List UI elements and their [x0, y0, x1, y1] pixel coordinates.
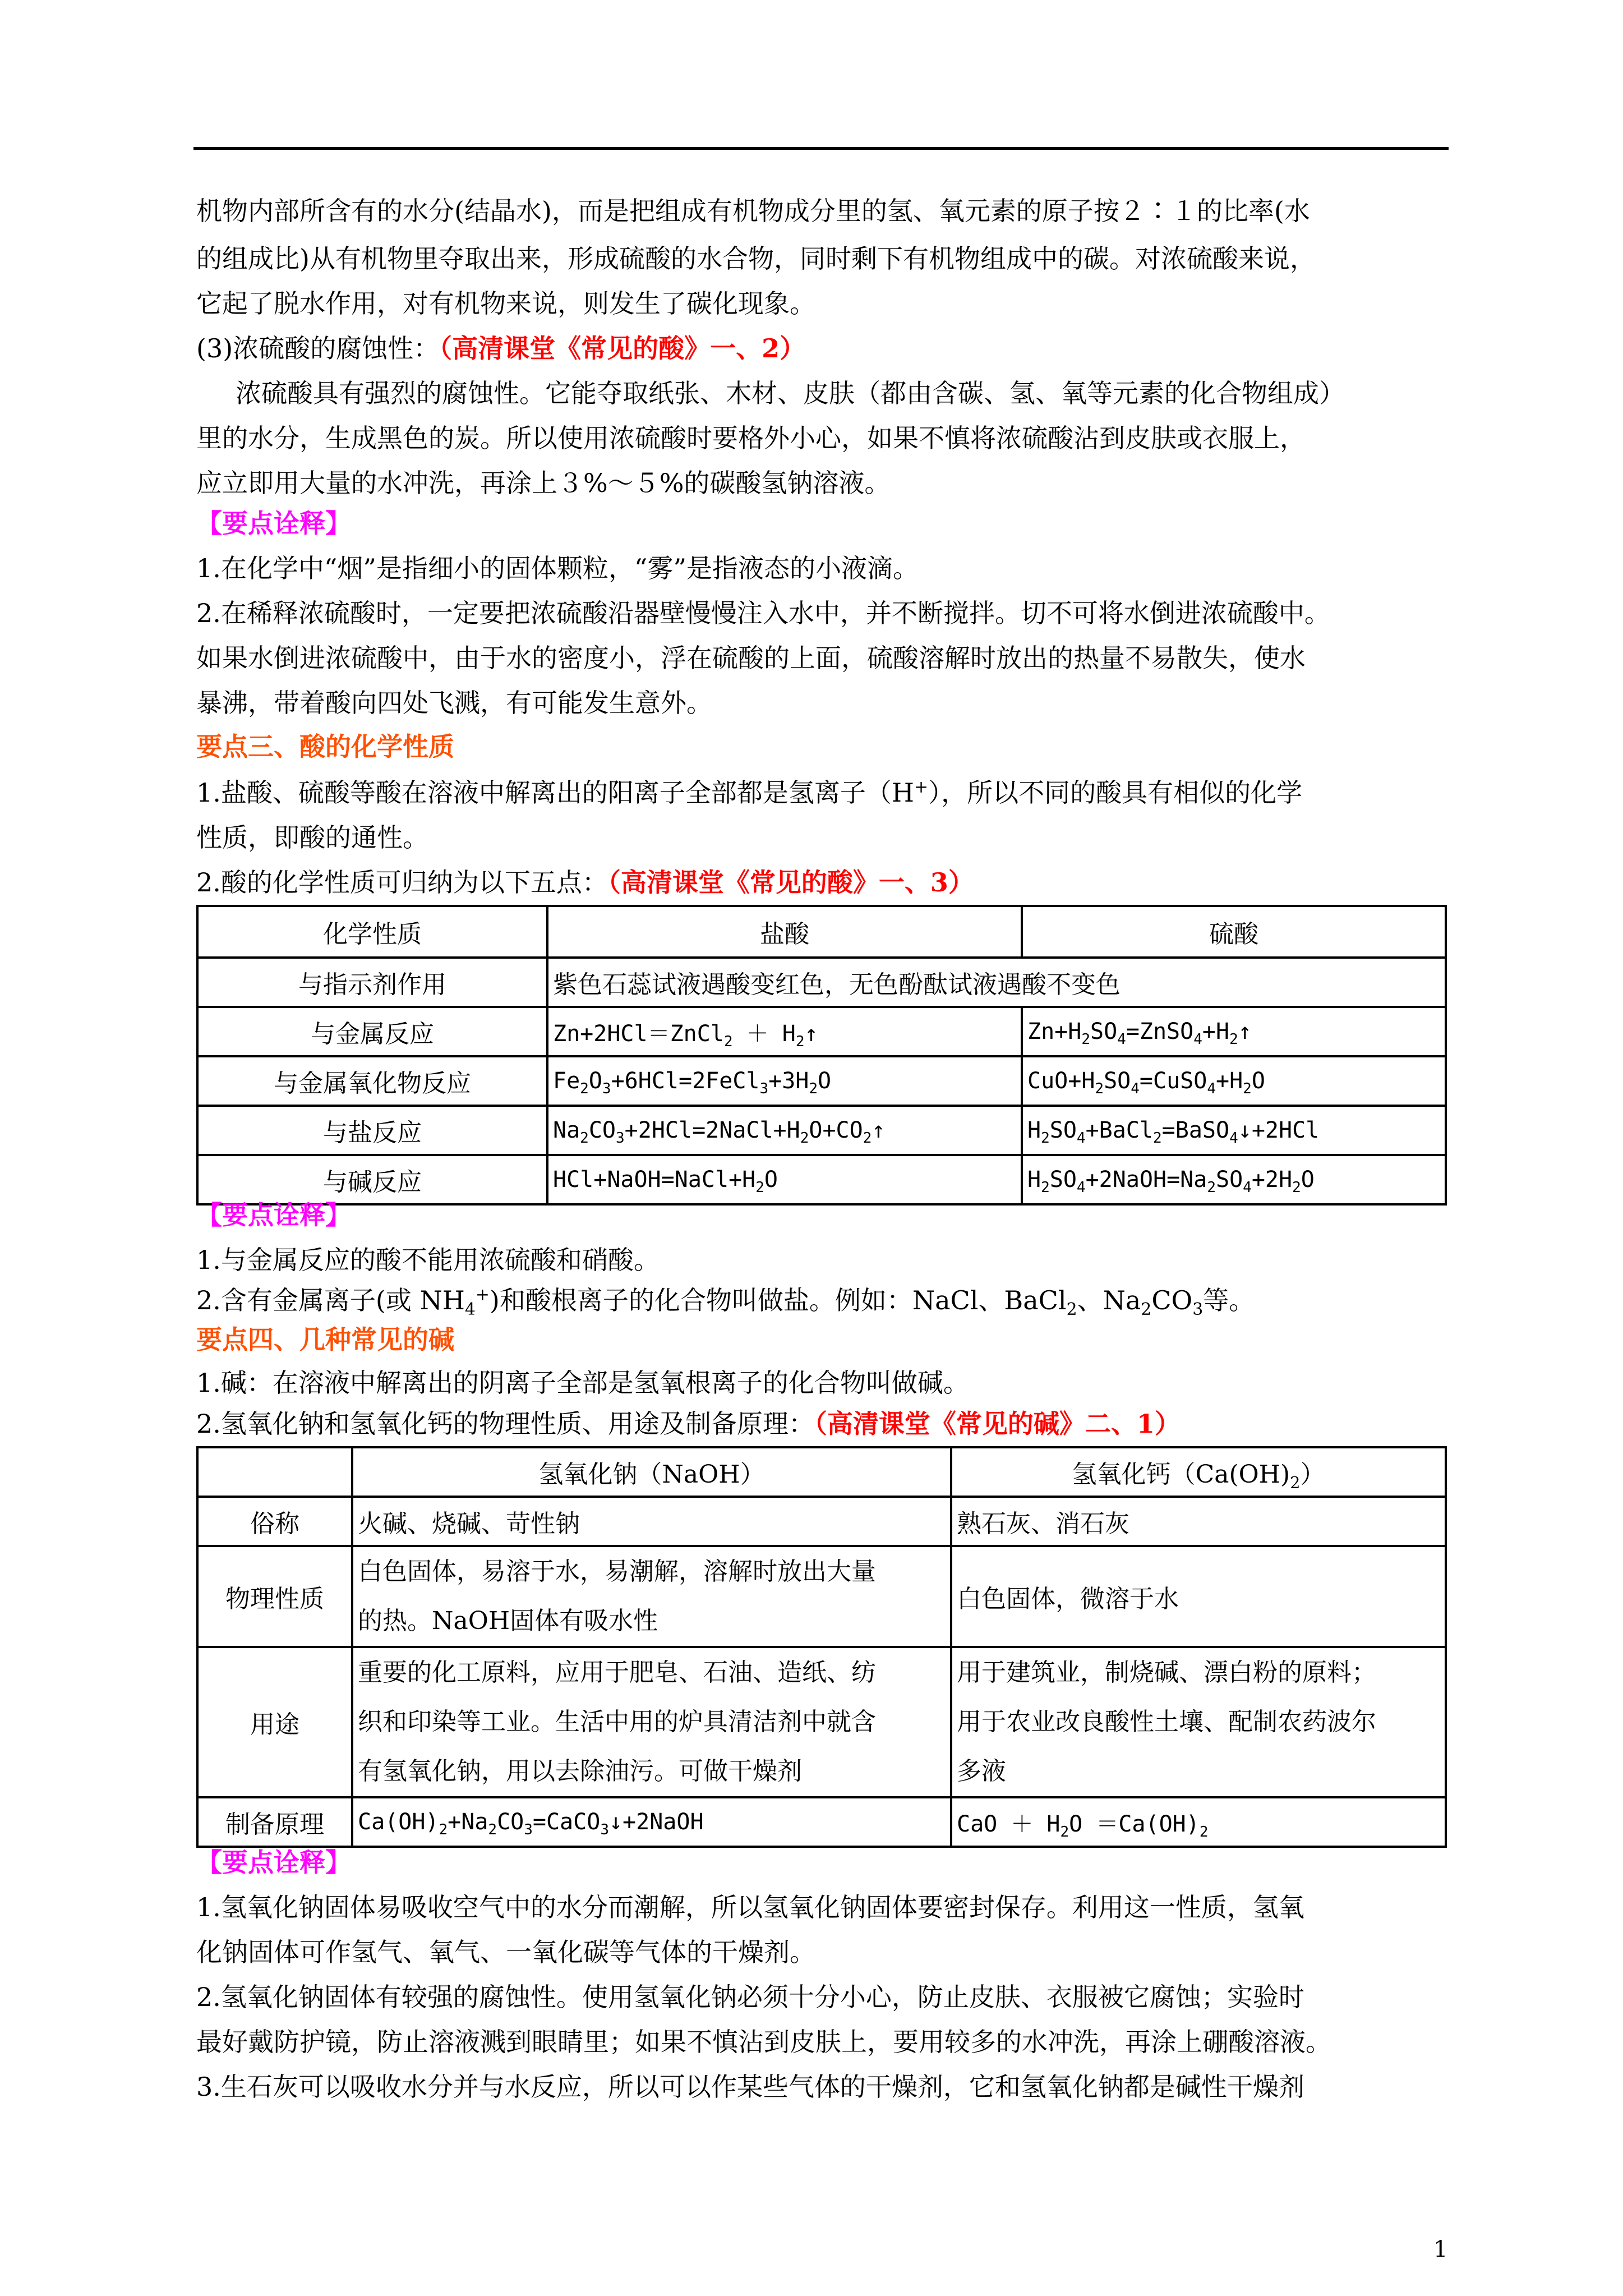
note-line: 暴沸，带着酸向四处飞溅，有可能发生意外。 — [196, 688, 712, 718]
table-cell: 白色固体，微溶于水 — [951, 1546, 1446, 1647]
table-row — [197, 1056, 1446, 1106]
key-note-heading: 【要点诠释】 — [196, 1847, 351, 1878]
equation-cell: $Fe_2O_3+6HCl=2FeCl_3+3H_2O$ — [547, 1056, 1022, 1106]
equation-cell: $Na_2CO_3+2HCl=2NaCl+H_2O+CO_2↑$ — [547, 1106, 1022, 1155]
note-line: 1.在化学中“烟”是指细小的固体颗粒，“雾”是指液态的小液滴。 — [196, 553, 919, 583]
table-corner — [197, 1447, 352, 1497]
equation-cell: $H_2SO_4+2NaOH=Na_2SO_4+2H_2O$ — [1022, 1155, 1446, 1204]
table-cell: 熟石灰、消石灰 — [951, 1497, 1446, 1546]
para-line: 它起了脱水作用，对有机物来说，则发生了碳化现象。 — [196, 288, 815, 319]
table-header: 硫酸 — [1022, 906, 1446, 958]
para-line: 1.盐酸、硫酸等酸在溶液中解离出的阳离子全部都是氢离子（H+），所以不同的酸具有相似的化学 — [196, 777, 1303, 808]
table-header: 化学性质 — [197, 906, 547, 958]
table-cell: 白色固体，易溶于水，易潮解，溶解时放出大量 的热。NaOH固体有吸水性 — [352, 1546, 951, 1647]
note-line: 1.氢氧化钠固体易吸收空气中的水分而潮解，所以氢氧化钠固体要密封保存。利用这一性质，氢氧 — [196, 1892, 1304, 1922]
equation-cell: $CuO+H_2SO_4=CuSO_4+H_2O$ — [1022, 1056, 1446, 1106]
row-label: 与盐反应 — [197, 1106, 547, 1155]
note-line: 如果水倒进浓硫酸中，由于水的密度小，浮在硫酸的上面，硫酸溶解时放出的热量不易散失，使水 — [196, 643, 1306, 673]
row-label: 与指示剂作用 — [197, 958, 547, 1007]
table-cell: 重要的化工原料，应用于肥皂、石油、造纸、纺 织和印染等工业。生活中用的炉具清洁剂中就含 有氢氧化钠，用以去除油污。可做干燥剂 — [352, 1647, 951, 1797]
table-row — [197, 1546, 1446, 1647]
para-line: 2.酸的化学性质可归纳为以下五点：（高清课堂《常见的酸》一、3） — [196, 867, 974, 898]
base-properties-table — [196, 1446, 1447, 1848]
note-line: 2.在稀释浓硫酸时，一定要把浓硫酸沿器壁慢慢注入水中，并不断搅拌。切不可将水倒进浓硫酸中。 — [196, 598, 1330, 628]
table-row — [197, 1647, 1446, 1797]
table-row — [197, 1447, 1446, 1497]
table-row — [197, 906, 1446, 958]
note-line: 化钠固体可作氢气、氧气、一氧化碳等气体的干燥剂。 — [196, 1937, 815, 1967]
row-label: 与金属反应 — [197, 1007, 547, 1056]
equation-cell: $H_2SO_4+BaCl_2=BaSO_4↓+2HCl$ — [1022, 1106, 1446, 1155]
table-cell: 用于建筑业，制烧碱、漂白粉的原料； 用于农业改良酸性土壤、配制农药波尔 多液 — [951, 1647, 1446, 1797]
note-line: 1.与金属反应的酸不能用浓硫酸和硝酸。 — [196, 1245, 660, 1275]
section-heading-4: 要点四、几种常见的碱 — [196, 1324, 454, 1355]
para-line: 浓硫酸具有强烈的腐蚀性。它能夺取纸张、木材、皮肤（都由含碳、氢、氧等元素的化合物组成） — [236, 378, 1345, 408]
equation-cell: Zn+2HCl＝ZnCl$_2$ ＋ $H_2↑$ — [547, 1007, 1022, 1056]
row-label: 物理性质 — [197, 1546, 352, 1647]
table-row — [197, 1007, 1446, 1056]
row-label: 用途 — [197, 1647, 352, 1797]
table-row — [197, 1155, 1446, 1204]
para-line: 性质，即酸的通性。 — [196, 822, 428, 853]
para-line: 机物内部所含有的水分(结晶水)，而是把组成有机物成分里的氢、氧元素的原子按２∶１的比率(水 — [196, 196, 1310, 226]
table-row — [197, 958, 1446, 1007]
equation-cell: $Zn+H_2SO_4=ZnSO_4+H_2↑$ — [1022, 1007, 1446, 1056]
table-header: 盐酸 — [547, 906, 1022, 958]
para-line: 1.碱：在溶液中解离出的阴离子全部是氢氧根离子的化合物叫做碱。 — [196, 1368, 969, 1398]
row-label: 制备原理 — [197, 1797, 352, 1847]
table-row — [197, 1497, 1446, 1546]
row-label: 俗称 — [197, 1497, 352, 1546]
equation-cell: $Ca(OH)_2+Na_2CO_3=CaCO_3↓+2NaOH$ — [352, 1797, 951, 1847]
header-rule — [193, 147, 1449, 150]
table-cell: 紫色石蕊试液遇酸变红色，无色酚酞试液遇酸不变色 — [547, 958, 1446, 1007]
table-header: 氢氧化钠（NaOH） — [352, 1447, 951, 1497]
row-label: 与金属氧化物反应 — [197, 1056, 547, 1106]
table-cell: 火碱、烧碱、苛性钠 — [352, 1497, 951, 1546]
table-row — [197, 1106, 1446, 1155]
note-line: 最好戴防护镜，防止溶液溅到眼睛里；如果不慎沾到皮肤上，要用较多的水冲洗，再涂上硼酸溶液。 — [196, 2027, 1331, 2057]
equation-cell: CaO ＋ $H_2O =Ca(OH)_2$ — [951, 1797, 1446, 1847]
para-line: 应立即用大量的水冲洗，再涂上３%～５%的碳酸氢钠溶液。 — [196, 468, 891, 498]
note-line: 2.含有金属离子(或 $NH_4^+$)和酸根离子的化合物叫做盐。例如：NaCl、BaCl$_2$、$Na_2CO_3$等。 — [196, 1285, 1255, 1320]
subheading-corrosive: (3)浓硫酸的腐蚀性：（高清课堂《常见的酸》一、2） — [196, 333, 806, 364]
note-line: 2.氢氧化钠固体有较强的腐蚀性。使用氢氧化钠必须十分小心，防止皮肤、衣服被它腐蚀；实验时 — [196, 1982, 1304, 2012]
key-note-heading: 【要点诠释】 — [196, 508, 351, 539]
key-note-heading: 【要点诠释】 — [196, 1200, 351, 1230]
section-heading-3: 要点三、酸的化学性质 — [196, 731, 454, 762]
para-line: 里的水分，生成黑色的炭。所以使用浓硫酸时要格外小心，如果不慎将浓硫酸沾到皮肤或衣服上， — [196, 423, 1306, 453]
para-line: 2.氢氧化钠和氢氧化钙的物理性质、用途及制备原理：（高清课堂《常见的碱》二、1） — [196, 1409, 1181, 1439]
note-line: 3.生石灰可以吸收水分并与水反应，所以可以作某些气体的干燥剂，它和氢氧化钠都是碱性干燥剂 — [196, 2072, 1304, 2102]
table-header: 氢氧化钙$(Ca(OH)_2)$ — [951, 1447, 1446, 1497]
acid-properties-table — [196, 905, 1447, 1205]
para-line: 的组成比)从有机物里夺取出来，形成硫酸的水合物，同时剩下有机物组成中的碳。对浓硫酸来说， — [196, 243, 1316, 274]
row-label: 与碱反应 — [197, 1155, 547, 1204]
table-row — [197, 1797, 1446, 1847]
page-number: 1 — [1433, 2237, 1448, 2262]
equation-cell: $HCl+NaOH=NaCl+H_2O$ — [547, 1155, 1022, 1204]
